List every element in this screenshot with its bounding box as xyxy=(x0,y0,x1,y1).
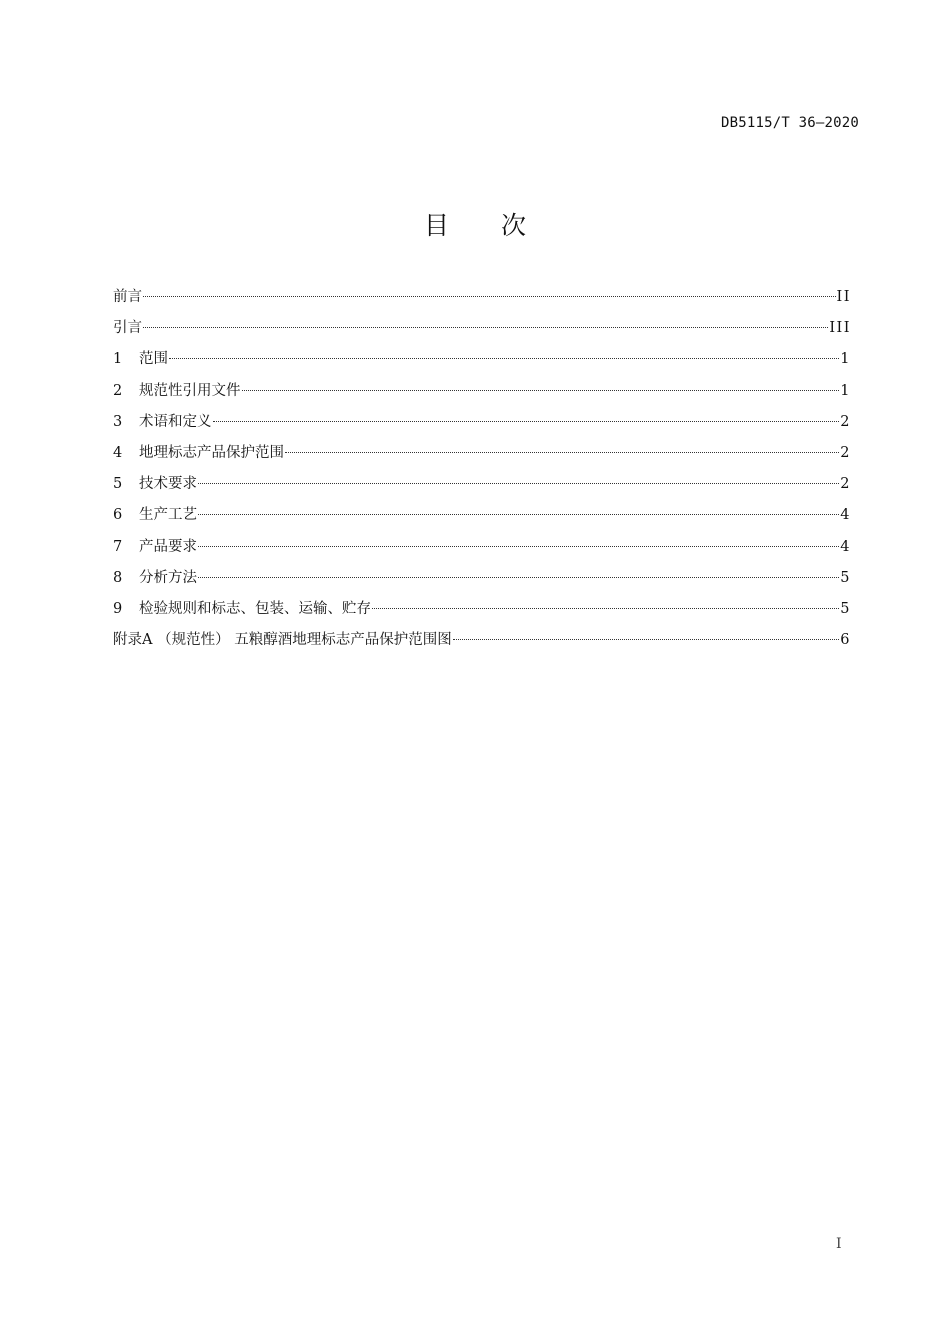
toc-dot-leader xyxy=(169,358,839,359)
toc-entry[interactable] xyxy=(113,567,851,598)
toc-entry-number: 5 xyxy=(113,476,123,493)
toc-entry-label: 分析方法 xyxy=(139,569,197,586)
toc-entry[interactable] xyxy=(113,504,851,535)
toc-entry-number: 6 xyxy=(113,507,123,524)
toc-entry-label: 附录A （规范性） 五粮醇酒地理标志产品保护范围图 xyxy=(113,632,452,649)
toc-entry-label: 范围 xyxy=(139,351,168,368)
toc-entry-page: 5 xyxy=(840,600,851,617)
toc-entry-label: 规范性引用文件 xyxy=(139,382,241,399)
toc-dot-leader xyxy=(242,390,840,391)
toc-dot-leader xyxy=(198,514,839,515)
toc-entry-number: 4 xyxy=(113,444,123,461)
toc-dot-leader xyxy=(372,608,839,609)
toc-entry-page: 4 xyxy=(840,507,851,524)
toc-entry-number: 8 xyxy=(113,569,123,586)
toc-entry-page: II xyxy=(836,289,851,305)
toc-entry-page: 5 xyxy=(840,569,851,586)
toc-dot-leader xyxy=(143,327,828,328)
toc-entry-label: 引言 xyxy=(113,320,142,337)
toc-entry[interactable] xyxy=(113,348,851,379)
toc-entry[interactable] xyxy=(113,473,851,504)
toc-dot-leader xyxy=(143,296,836,297)
toc-dot-leader xyxy=(198,546,839,547)
toc-entry[interactable] xyxy=(113,629,851,660)
toc-entry-number: 3 xyxy=(113,413,123,430)
toc-entry-page: 2 xyxy=(840,413,851,430)
toc-entry-label: 产品要求 xyxy=(139,538,197,555)
toc-entry[interactable] xyxy=(113,380,851,411)
toc-entry-label: 术语和定义 xyxy=(139,413,212,430)
toc-entry-label: 地理标志产品保护范围 xyxy=(139,444,284,461)
toc-entry[interactable] xyxy=(113,442,851,473)
toc-entry[interactable] xyxy=(113,411,851,442)
toc-entry-number: 2 xyxy=(113,382,123,399)
standard-code: DB5115/T 36—2020 xyxy=(720,115,859,131)
toc-dot-leader xyxy=(453,639,840,640)
toc-entry-number: 7 xyxy=(113,538,123,555)
toc-entry-page: III xyxy=(829,320,851,337)
toc-entry-label: 技术要求 xyxy=(139,476,197,493)
toc-entry[interactable] xyxy=(113,286,851,317)
toc-entry-number: 9 xyxy=(113,600,123,617)
toc-entry-label: 生产工艺 xyxy=(139,507,197,524)
table-of-contents xyxy=(113,286,851,660)
toc-dot-leader xyxy=(198,577,839,578)
toc-dot-leader xyxy=(213,421,840,422)
toc-entry[interactable] xyxy=(113,536,851,567)
toc-entry-page: 2 xyxy=(840,444,851,461)
toc-entry-page: 2 xyxy=(840,476,851,493)
toc-dot-leader xyxy=(198,483,839,484)
toc-entry-page: 4 xyxy=(840,538,851,555)
toc-entry-number: 1 xyxy=(113,351,123,368)
page-title: 目次 xyxy=(423,211,578,240)
page-number: I xyxy=(836,1236,842,1252)
toc-dot-leader xyxy=(285,452,839,453)
toc-entry-page: 1 xyxy=(840,351,851,368)
toc-entry-label: 前言 xyxy=(113,289,142,305)
toc-entry-page: 6 xyxy=(840,632,851,649)
toc-entry[interactable] xyxy=(113,598,851,629)
toc-entry-label: 检验规则和标志、包装、运输、贮存 xyxy=(139,600,371,617)
toc-entry-page: 1 xyxy=(840,382,851,399)
toc-entry[interactable] xyxy=(113,317,851,348)
